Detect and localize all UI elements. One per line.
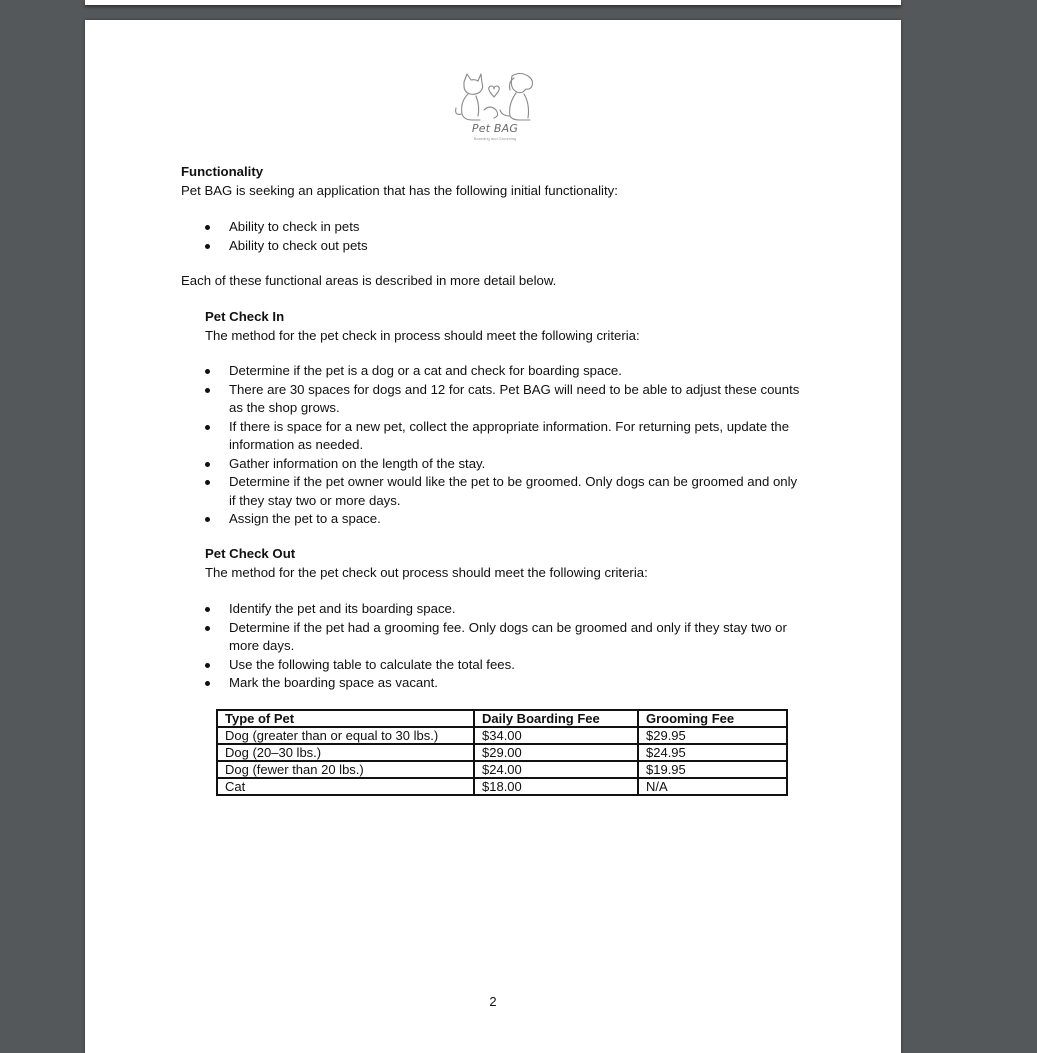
list-item: Mark the boarding space as vacant. (205, 674, 805, 693)
table-cell: Cat (217, 778, 474, 795)
list-item: Ability to check out pets (205, 237, 795, 256)
functionality-outro: Each of these functional areas is described in more detail below. (181, 273, 557, 288)
table-row (217, 727, 787, 744)
table-cell: $19.95 (638, 761, 787, 778)
list-item: Gather information on the length of the stay. (205, 455, 805, 474)
table-cell: $24.00 (474, 761, 638, 778)
table-row (217, 778, 787, 795)
check-in-list (205, 362, 805, 529)
list-item: There are 30 spaces for dogs and 12 for cats. Pet BAG will need to be able to adjust these counts as the shop grows. (205, 381, 805, 418)
page-number: 2 (489, 994, 497, 1009)
pet-bag-logo (450, 70, 540, 146)
table-cell: Dog (20–30 lbs.) (217, 744, 474, 761)
document-page (85, 20, 901, 1053)
check-out-list (205, 600, 805, 693)
table-cell: $29.95 (638, 727, 787, 744)
list-item: Determine if the pet had a grooming fee. Only dogs can be groomed and only if they stay two or more days. (205, 619, 805, 656)
table-row (217, 744, 787, 761)
check-out-intro: The method for the pet check out process should meet the following criteria: (205, 564, 648, 580)
logo-subtitle: Boarding and Grooming (473, 136, 517, 141)
table-cell: Dog (fewer than 20 lbs.) (217, 761, 474, 778)
table-cell: $34.00 (474, 727, 638, 744)
check-in-section (205, 308, 825, 345)
functionality-intro: Pet BAG is seeking an application that has the following initial functionality: (181, 182, 618, 198)
list-item: If there is space for a new pet, collect the appropriate information. For returning pets, update the information as needed. (205, 418, 805, 455)
check-out-heading: Pet Check Out (205, 546, 296, 561)
check-in-intro: The method for the pet check in process should meet the following criteria: (205, 327, 640, 343)
list-item: Determine if the pet owner would like the pet to be groomed. Only dogs can be groomed and only if they stay two or more days. (205, 473, 805, 510)
column-header-type-of-pet: Type of Pet (217, 710, 474, 727)
table-cell: $18.00 (474, 778, 638, 795)
logo-title: Pet BAG (471, 122, 519, 135)
list-item: Identify the pet and its boarding space. (205, 600, 805, 619)
list-item: Determine if the pet is a dog or a cat and check for boarding space. (205, 362, 805, 381)
functionality-heading: Functionality (181, 164, 264, 179)
table-header-row (217, 710, 787, 727)
list-item: Use the following table to calculate the total fees. (205, 656, 805, 675)
table-cell: $29.00 (474, 744, 638, 761)
list-item: Ability to check in pets (205, 218, 795, 237)
previous-page-edge (85, 0, 901, 5)
functionality-section (181, 163, 801, 200)
table-cell: $24.95 (638, 744, 787, 761)
column-header-daily-boarding-fee: Daily Boarding Fee (474, 710, 638, 727)
list-item: Assign the pet to a space. (205, 510, 805, 529)
functionality-list (205, 218, 795, 255)
column-header-grooming-fee: Grooming Fee (638, 710, 787, 727)
fee-table (216, 709, 788, 796)
cat-dog-logo-icon (450, 70, 540, 124)
table-cell: N/A (638, 778, 787, 795)
table-cell: Dog (greater than or equal to 30 lbs.) (217, 727, 474, 744)
table-row (217, 761, 787, 778)
check-out-section (205, 545, 825, 582)
check-in-heading: Pet Check In (205, 309, 285, 324)
